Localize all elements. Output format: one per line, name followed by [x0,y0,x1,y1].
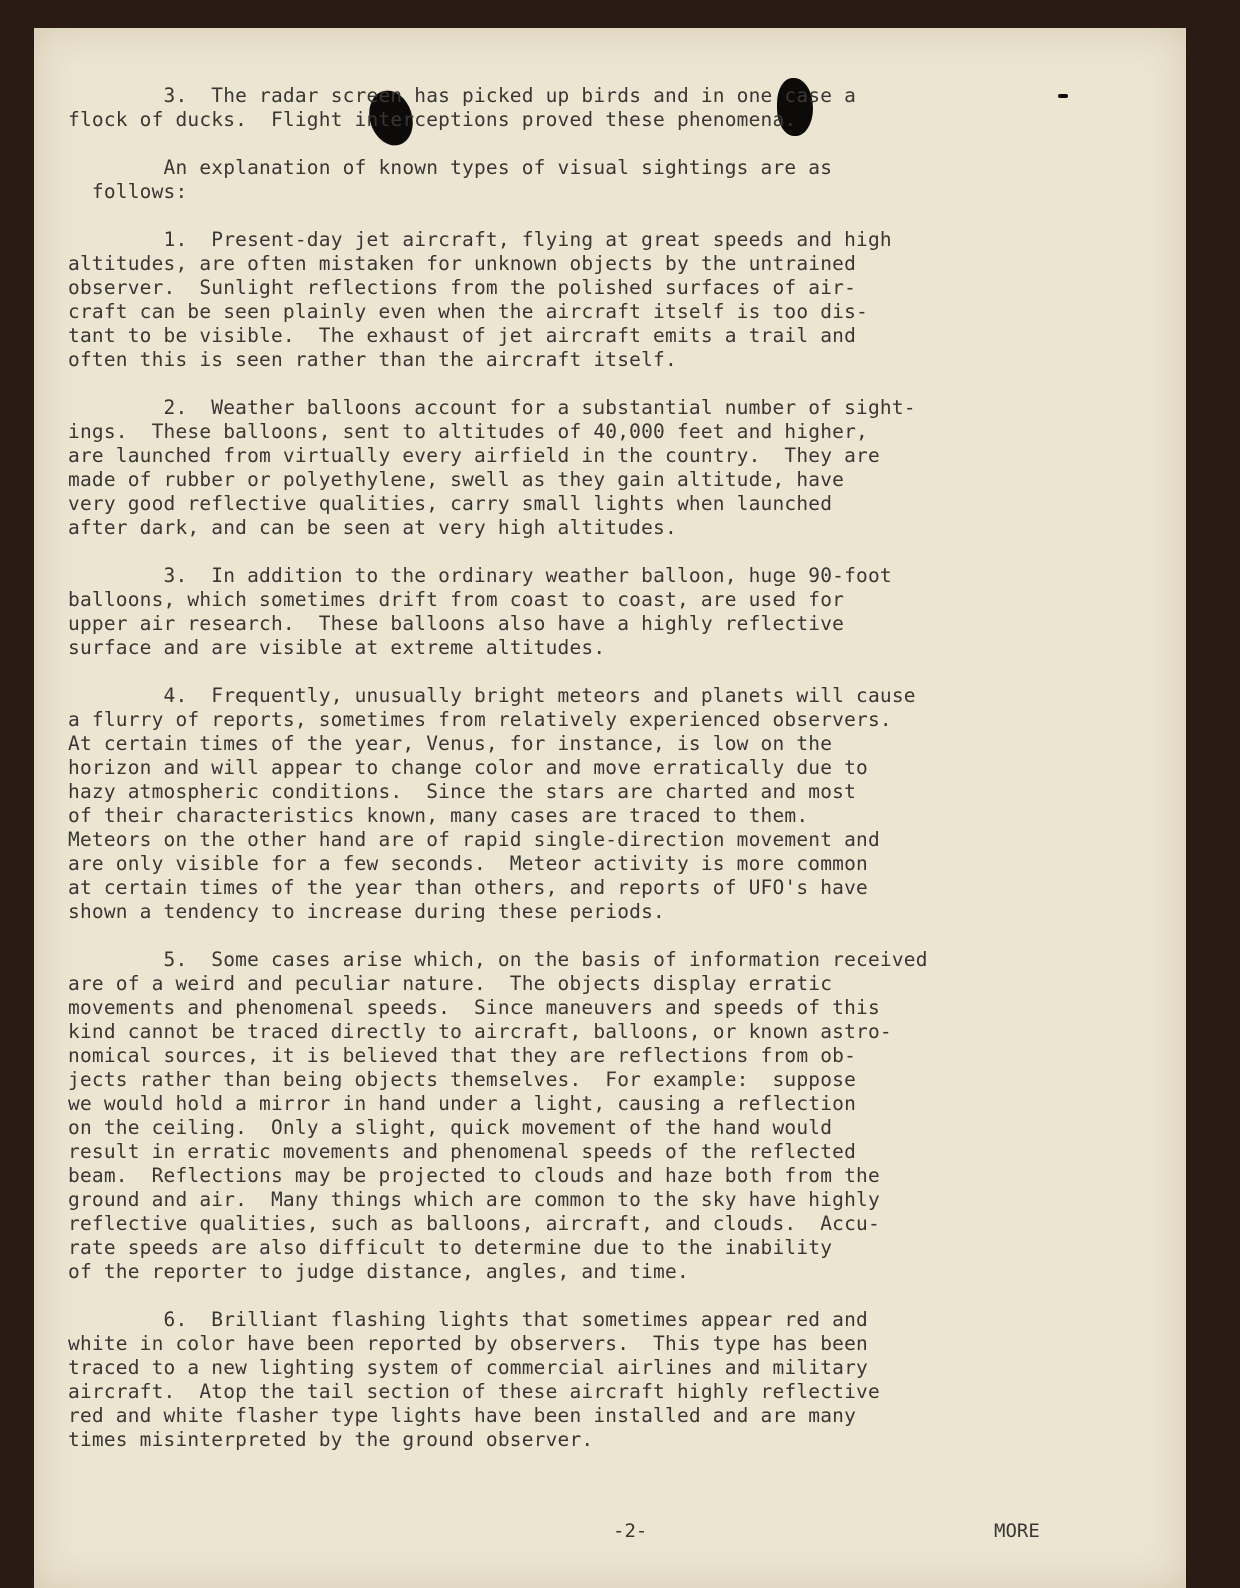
page-number: -2- [613,1520,648,1542]
paragraph-explanation-intro: An explanation of known types of visual sightings are as follows: [91,156,833,203]
paragraph-research-balloons: 3. In addition to the ordinary weather balloon, huge 90-foot balloons, which sometimes drift from coast to coast, are used for upper air research. These balloons also have a highly reflective surface and are visible at extreme altitudes. [68,564,892,659]
paragraph-jet-aircraft: 1. Present-day jet aircraft, flying at great speeds and high altitudes, are often mistaken for unknown objects by the untrained observer. Sunlight reflections from the polished surfaces of air- craft can be seen plainly even when the aircraft itself is too dis- tant to be visible. The exhaust of jet aircraft emits a trail and often this is seen rather than the aircraft itself. [68,228,892,371]
body-text [68,84,1078,1476]
continuation-marker: MORE [994,1520,1040,1542]
paragraph-reflections: 5. Some cases arise which, on the basis of information received are of a weird and peculiar nature. The objects display erratic movements and phenomenal speeds. Since maneuvers and speeds of this kind cannot be traced directly to aircraft, balloons, or known astro- nomical sources, it is believed that they are reflections from ob- jects rather than being objects themselves. For example: suppose we would hold a mirror in hand under a light, causing a reflection on the ceiling. Only a slight, quick movement of the hand would result in erratic movements and phenomenal speeds of the reflected beam. Reflections may be projected to clouds and haze both from the ground and air. Many things which are common to the sky have highly reflective qualities, such as balloons, aircraft, and clouds. Accu- rate speeds are also difficult to determine due to the inability of the reporter to judge distance, angles, and time. [68,948,928,1283]
paragraph-radar-birds: 3. The radar screen has picked up birds and in one case a flock of ducks. Flight interceptions proved these phenomena. [68,84,857,131]
paragraph-meteors-planets: 4. Frequently, unusually bright meteors and planets will cause a flurry of reports, sometimes from relatively experienced observers. At certain times of the year, Venus, for instance, is low on the horizon and will appear to change color and move erratically due to hazy atmospheric conditions. Since the stars are charted and most of their characteristics known, many cases are traced to them. Meteors on the other hand are of rapid single-direction movement and are only visible for a few seconds. Meteor activity is more common at certain times of the year than others, and reports of UFO's have shown a tendency to increase during these periods. [68,684,916,923]
paragraph-weather-balloons: 2. Weather balloons account for a substantial number of sight- ings. These balloons, sent to altitudes of 40,000 feet and higher, are launched from virtually every airfield in the country. They are made of rubber or polyethylene, swell as they gain altitude, have very good reflective qualities, carry small lights when launched after dark, and can be seen at very high altitudes. [68,396,916,539]
paragraph-flashing-lights: 6. Brilliant flashing lights that sometimes appear red and white in color have been reported by observers. This type has been traced to a new lighting system of commercial airlines and military aircraft. Atop the tail section of these aircraft highly reflective red and white flasher type lights have been installed and are many times misinterpreted by the ground observer. [68,1308,880,1451]
